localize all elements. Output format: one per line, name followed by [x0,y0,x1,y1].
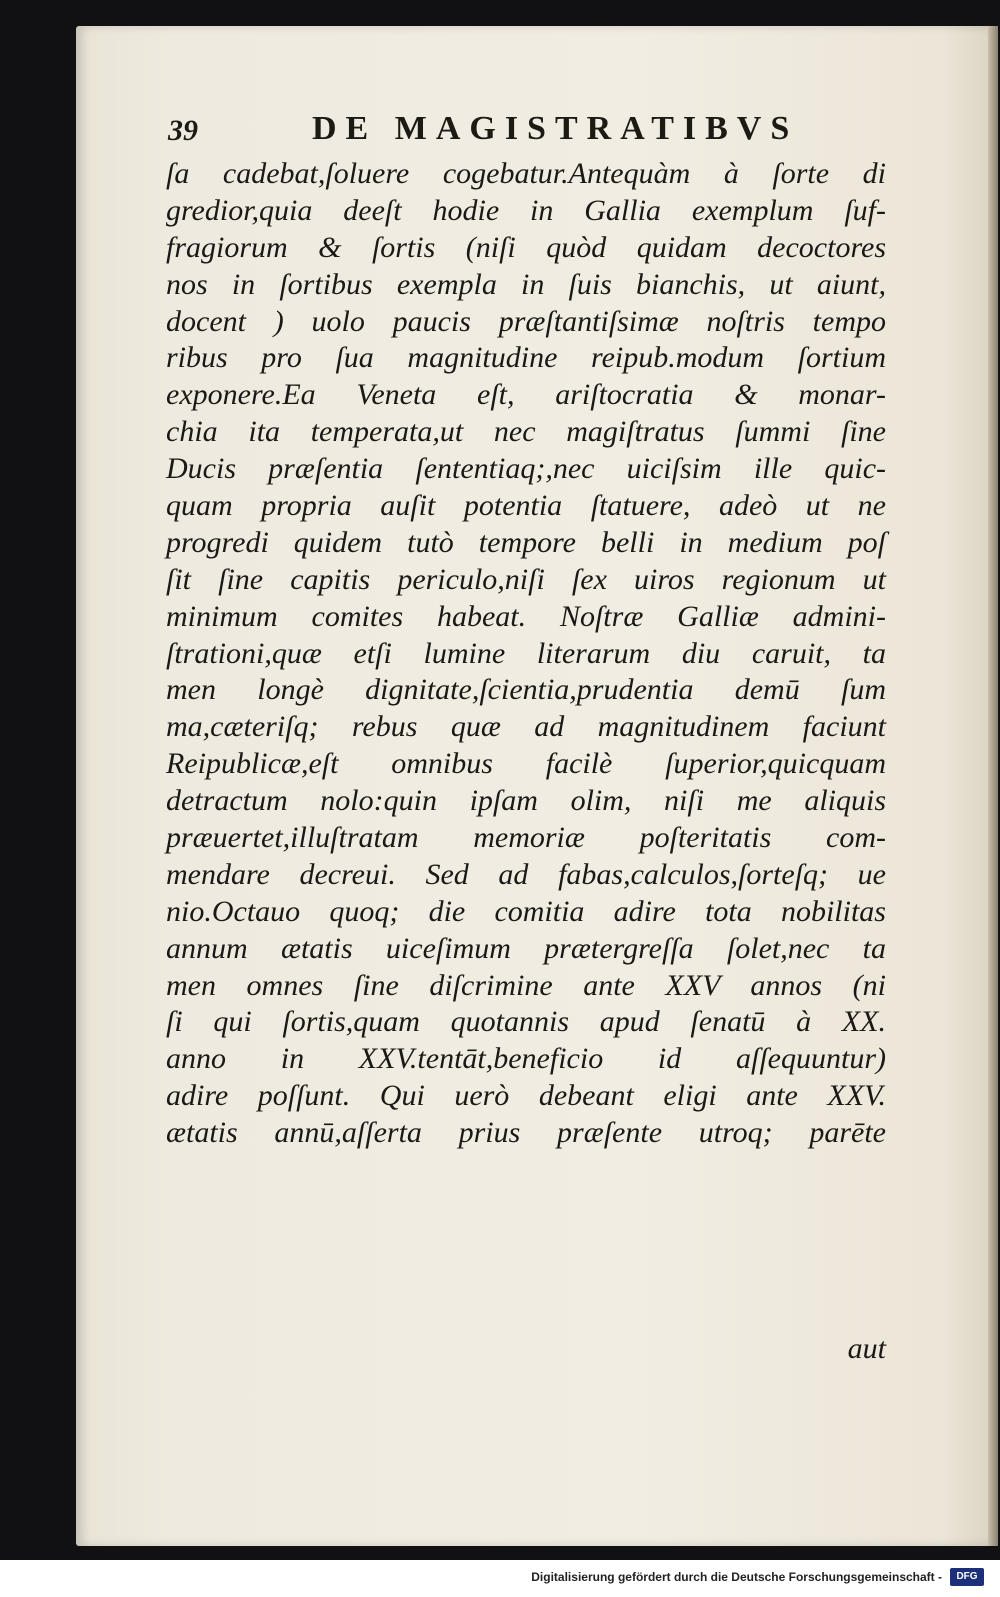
text-line: fragiorum & ſortis (niſi quòd quidam decoctores [166,230,886,264]
text-line: Reipublicæ,eſt omnibus facilè ſuperior,quicquam [166,747,886,781]
page-number: 39 [168,114,198,147]
page-edge [988,26,998,1546]
catchword: aut [847,1332,886,1365]
text-line: minimum comites habeat. Noſtræ Galliæ admini- [166,599,886,633]
text-line: ma,cæteriſq; rebus quæ ad magnitudinem faciunt [166,710,886,744]
text-line: gredior,quia deeſt hodie in Gallia exemplum ſuf- [166,193,886,227]
text-line: nos in ſortibus exempla in ſuis bianchis, ut aiunt, [166,267,886,301]
text-line: adire poſſunt. Qui uerò debeant eligi ante XXV. [166,1079,886,1113]
text-line: progredi quidem tutò tempore belli in medium poſ [166,525,886,559]
body-text [166,156,886,1152]
text-line: ribus pro ſua magnitudine reipub.modum ſortium [166,341,886,375]
text-line: ætatis annū,aſſerta prius præſente utroq; parēte [166,1116,886,1150]
text-line: ſtrationi,quæ etſi lumine literarum diu caruit, ta [166,636,886,670]
text-line: docent ) uolo paucis præſtantiſsimæ noſtris tempo [166,304,886,338]
text-line: men omnes ſine diſcrimine ante XXV annos (ni [166,968,886,1002]
text-line: quam propria auſit potentia ſtatuere, adeò ut ne [166,489,886,523]
text-line: ſi qui ſortis,quam quotannis apud ſenatū à XX. [166,1005,886,1039]
digitization-credit: Digitalisierung gefördert durch die Deutsche Forschungsgemeinschaft - [531,1570,942,1584]
text-line: ſit ſine capitis periculo,niſi ſex uiros regionum ut [166,562,886,596]
text-line: detractum nolo:quin ipſam olim, niſi me aliquis [166,784,886,818]
text-line: præuertet,illuſtratam memoriæ poſteritatis com- [166,821,886,855]
page-header [168,108,868,158]
running-title: DE MAGISTRATIBVS [312,110,799,147]
text-line: ſa cadebat,ſoluere cogebatur.Antequàm à ſorte di [166,157,886,190]
text-line: mendare decreui. Sed ad fabas,calculos,ſorteſq; ue [166,857,886,891]
text-line: exponere.Ea Veneta eſt, ariſtocratia & monar- [166,378,886,412]
text-line: nio.Octauo quoq; die comitia adire tota nobilitas [166,894,886,928]
text-line: chia ita temperata,ut nec magiſtratus ſummi ſine [166,415,886,449]
footer-bar [0,1560,1000,1597]
dfg-logo: DFG [950,1568,984,1586]
text-line: anno in XXV.tentāt,beneficio id aſſequuntur) [166,1042,886,1076]
text-line: Ducis præſentia ſententiaq;,nec uiciſsim ille quic- [166,452,886,486]
text-line: annum ætatis uiceſimum prætergreſſa ſolet,nec ta [166,931,886,965]
text-line: men longè dignitate,ſcientia,prudentia demū ſum [166,673,886,707]
